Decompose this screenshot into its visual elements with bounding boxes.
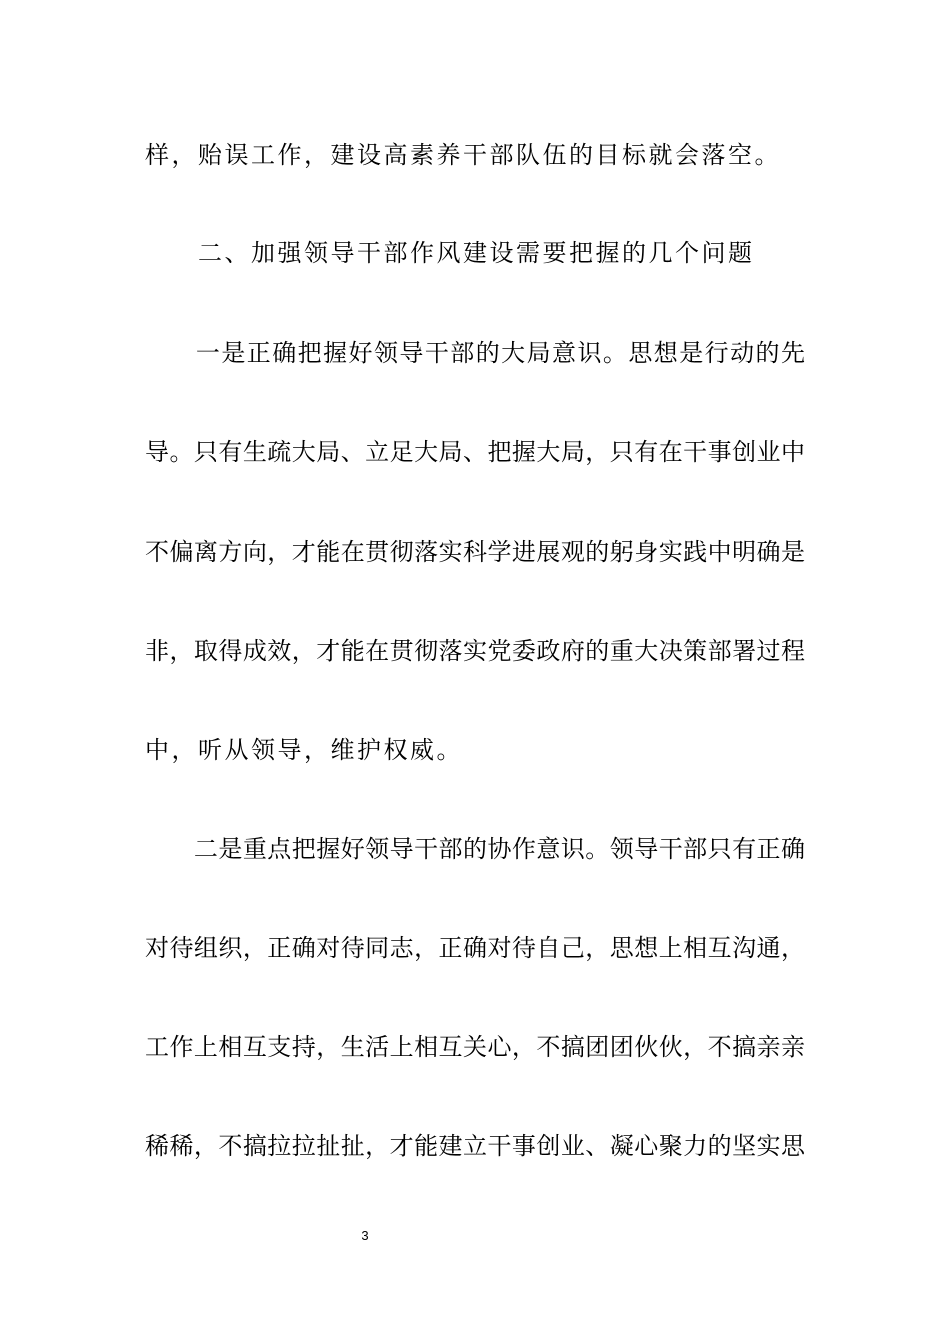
page-number: 3	[361, 1228, 369, 1243]
section-heading: 二、加强领导干部作风建设需要把握的几个问题	[145, 239, 755, 267]
paragraph-line-11: 稀稀，不搞拉拉扯扯，才能建立干事创业、凝心聚力的坚实思	[145, 1132, 805, 1160]
paragraph-line-5: 不偏离方向，才能在贯彻落实科学进展观的躬身实践中明确是	[145, 538, 805, 566]
paragraph-line-10: 工作上相互支持，生活上相互关心，不搞团团伙伙，不搞亲亲	[145, 1033, 805, 1061]
paragraph-line-9: 对待组织，正确对待同志，正确对待自己，思想上相互沟通，	[145, 934, 805, 962]
paragraph-line-8: 二是重点把握好领导干部的协作意识。领导干部只有正确	[145, 835, 805, 863]
paragraph-line-3: 一是正确把握好领导干部的大局意识。思想是行动的先	[145, 339, 805, 367]
paragraph-line-6: 非，取得成效，才能在贯彻落实党委政府的重大决策部署过程	[145, 637, 805, 665]
paragraph-line-1: 样，贻误工作，建设高素养干部队伍的目标就会落空。	[145, 141, 781, 169]
paragraph-line-7: 中，听从领导，维护权威。	[145, 736, 463, 764]
paragraph-line-4: 导。只有生疏大局、立足大局、把握大局，只有在干事创业中	[145, 438, 805, 466]
